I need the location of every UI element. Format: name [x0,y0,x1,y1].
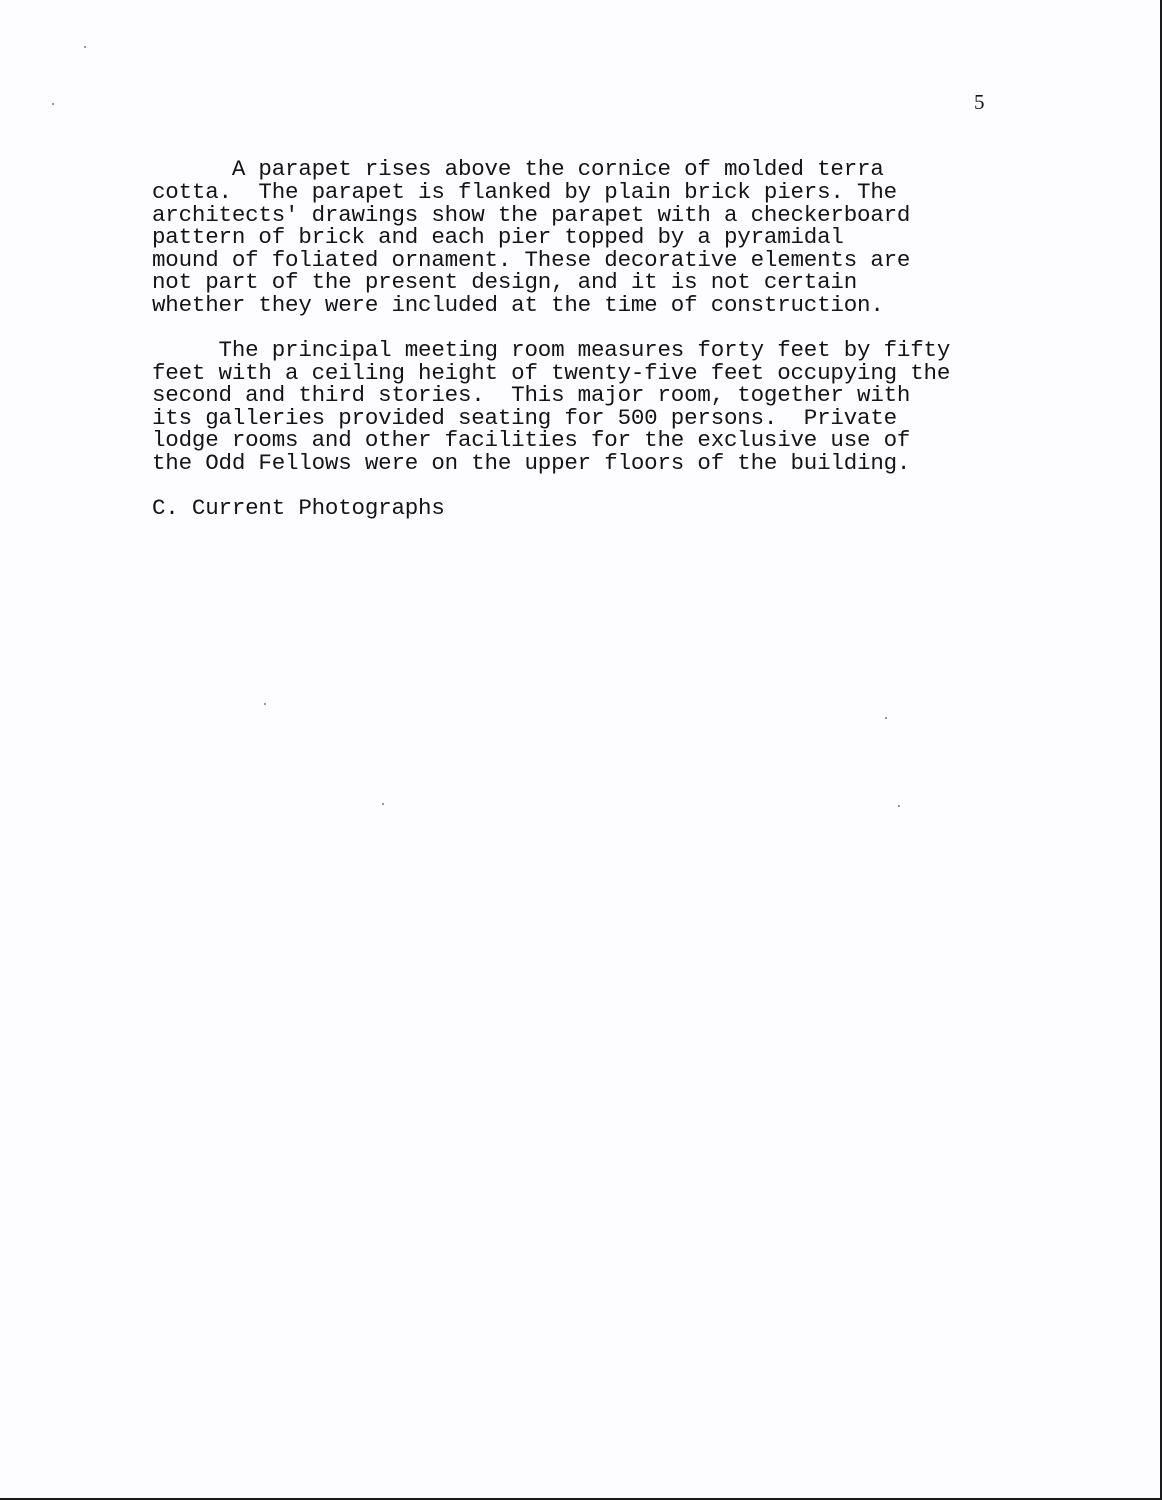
text-line: lodge rooms and other facilities for the exclusive use of [152,427,911,453]
text-line: second and third stories. This major room, together with [152,382,911,408]
text-line: pattern of brick and each pier topped by a pyramidal [152,224,844,250]
scan-speck [52,103,54,105]
scan-speck [898,805,900,807]
text-line: A parapet rises above the cornice of molded terra [152,156,884,182]
page-number: 5 [974,90,985,114]
text-line: architects' drawings show the parapet with a checkerboard [152,202,911,228]
text-line: cotta. The parapet is flanked by plain brick piers. The [152,179,897,205]
section-heading: C. Current Photographs [152,495,445,521]
text-line: feet with a ceiling height of twenty-five feet occupying the [152,360,951,386]
text-line: not part of the present design, and it is not certain [152,269,858,295]
scan-speck [84,46,86,48]
text-line: the Odd Fellows were on the upper floors of the building. [152,450,911,476]
scan-speck [264,703,266,705]
scan-speck [885,717,887,719]
text-line: mound of foliated ornament. These decorative elements are [152,247,911,273]
text-line: its galleries provided seating for 500 persons. Private [152,405,897,431]
text-line: whether they were included at the time of construction. [152,292,884,318]
text-line: The principal meeting room measures forty feet by fifty [152,337,951,363]
scan-speck [382,803,384,805]
